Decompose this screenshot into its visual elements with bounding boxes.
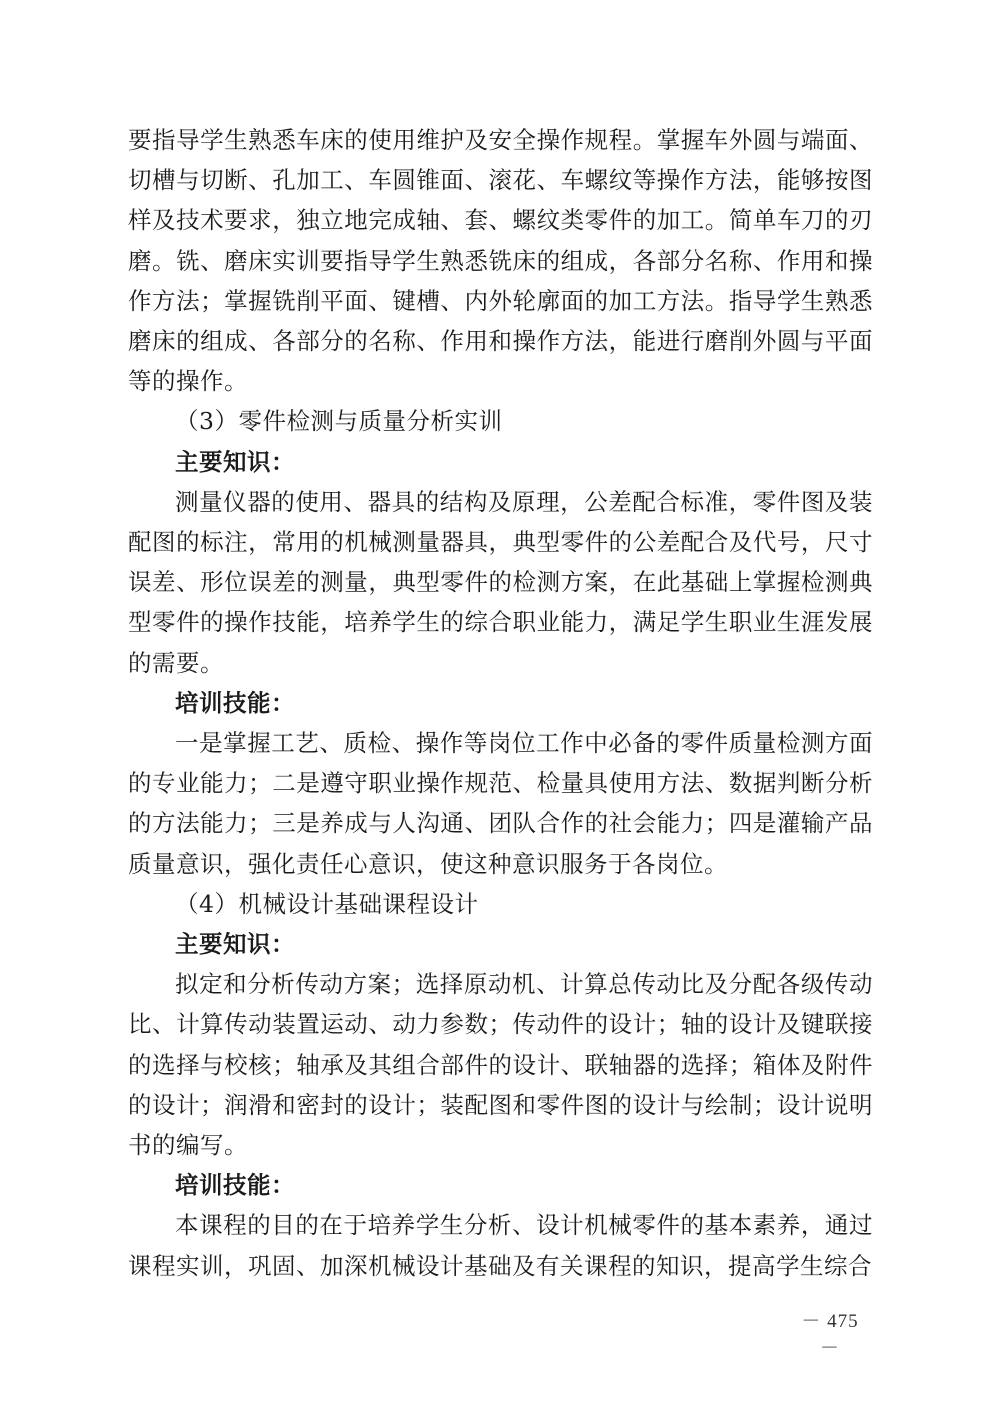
paragraph-design-knowledge: 拟定和分析传动方案；选择原动机、计算总传动比及分配各级传动比、计算传动装置运动、动力参数；传动件的设计；轴的设计及键联接的选择与校核；轴承及其组合部件的设计、联轴器的选择；箱体及附件的设计；润滑和密封的设计；装配图和零件图的设计与绘制；设计说明书的编写。 [128, 970, 873, 1160]
section-title-3: （3）零件检测与质量分析实训 [175, 407, 503, 436]
heading-main-knowledge-2: 主要知识： [175, 930, 295, 959]
heading-training-skills-1: 培训技能： [175, 688, 295, 717]
document-body [128, 120, 873, 1286]
heading-training-skills-2: 培训技能： [175, 1171, 295, 1200]
heading-main-knowledge-1: 主要知识： [175, 447, 295, 476]
paragraph-design-skills: 本课程的目的在于培养学生分析、设计机械零件的基本素养，通过课程实训，巩固、加深机械设计基础及有关课程的知识，提高学生综合 [128, 1211, 873, 1280]
paragraph-lathe-training: 要指导学生熟悉车床的使用维护及安全操作规程。掌握车外圆与端面、切槽与切断、孔加工、车圆锥面、滚花、车螺纹等操作方法，能够按图样及技术要求，独立地完成轴、套、螺纹类零件的加工。简单车刀的刃磨。铣、磨床实训要指导学生熟悉铣床的组成，各部分名称、作用和操作方法；掌握铣削平面、键槽、内外轮廓面的加工方法。指导学生熟悉磨床的组成、各部分的名称、作用和操作方法，能进行磨削外圆与平面等的操作。 [128, 126, 873, 396]
page-number: － 475 － [801, 1311, 859, 1359]
section-title-4: （4）机械设计基础课程设计 [175, 889, 479, 918]
paragraph-quality-skills: 一是掌握工艺、质检、操作等岗位工作中必备的零件质量检测方面的专业能力；二是遵守职业操作规范、检量具使用方法、数据判断分析的方法能力；三是养成与人沟通、团队合作的社会能力；四是灌输产品质量意识，强化责任心意识，使这种意识服务于各岗位。 [128, 729, 873, 878]
paragraph-measurement-knowledge: 测量仪器的使用、器具的结构及原理，公差配合标准，零件图及装配图的标注，常用的机械测量器具，典型零件的公差配合及代号，尺寸误差、形位误差的测量，典型零件的检测方案，在此基础上掌握检测典型零件的操作技能，培养学生的综合职业能力，满足学生职业生涯发展的需要。 [128, 487, 873, 677]
